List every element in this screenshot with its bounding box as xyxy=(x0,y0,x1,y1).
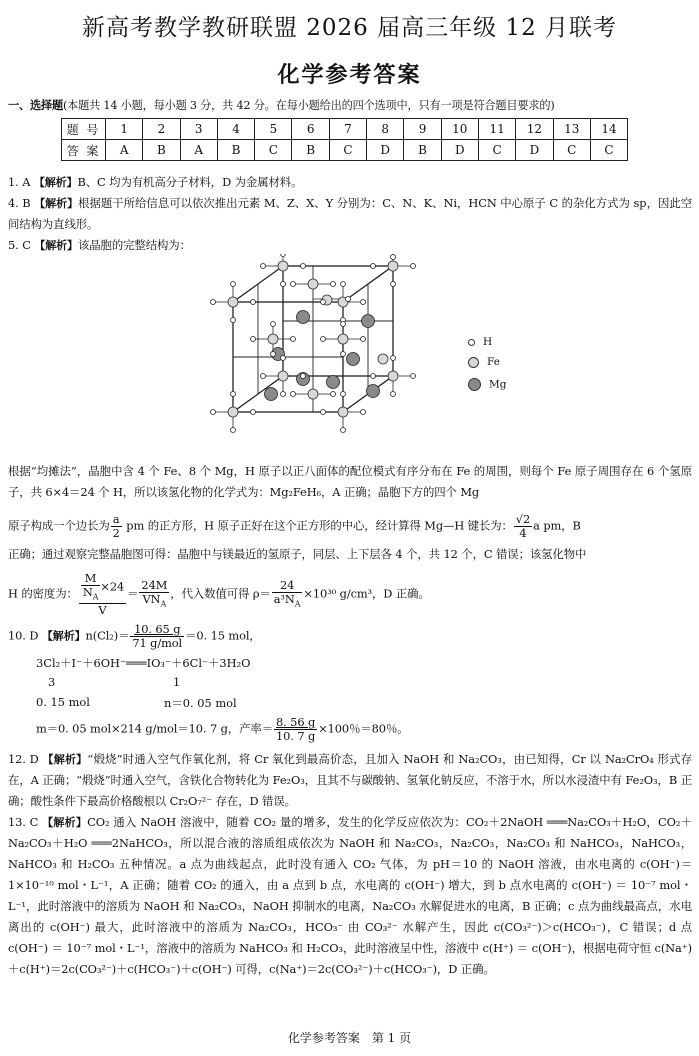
question-number: 1 xyxy=(106,119,143,140)
analysis-tag: 【解析】 xyxy=(41,629,86,643)
analysis-tag: 【解析】 xyxy=(42,816,88,829)
fraction: $\frac{24}{a^3N_A}$ xyxy=(273,578,301,609)
q5-answer: 5. C xyxy=(8,238,31,252)
section-label: 一、选择题 xyxy=(8,99,63,112)
question-number: 8 xyxy=(367,119,404,140)
answer-cell: C xyxy=(255,140,292,161)
answer-table-answer-row xyxy=(62,140,628,161)
q10-coefficient-cl2: 3 xyxy=(48,675,56,689)
answer-cell: A xyxy=(180,140,217,161)
q12-explanation xyxy=(8,749,692,812)
fraction: $\frac{24M}{VN_A}$ xyxy=(141,578,168,609)
answer-cell: D xyxy=(367,140,404,161)
fraction: $\frac{a}{2}$ xyxy=(112,512,120,540)
answer-cell: A xyxy=(106,140,143,161)
question-number: 12 xyxy=(516,119,553,140)
density-fraction: $\frac{M}{N_A}$ ×24 V xyxy=(79,572,126,617)
answer-cell: B xyxy=(404,140,441,161)
analysis-tag: 【解析】 xyxy=(34,239,78,252)
question-number: 4 xyxy=(217,119,254,140)
question-number: 14 xyxy=(590,119,627,140)
q4-text: 根据题干所给信息可以依次推出元素 M、Z、X、Y 分别为：C、N、K、Ni，HCN 中心原子 C 的杂化方式为 sp，因此空间结构为直线形。 xyxy=(8,196,692,231)
analysis-tag: 【解析】 xyxy=(33,176,78,189)
row-header-number: 题 号 xyxy=(62,119,106,140)
analysis-tag: 【解析】 xyxy=(34,197,79,210)
question-number: 5 xyxy=(255,119,292,140)
q13-answer: 13. C xyxy=(8,815,39,829)
q1-text: B、C 均为有机高分子材料，D 为金属材料。 xyxy=(77,175,303,189)
question-number: 2 xyxy=(143,119,180,140)
legend-mg: Mg xyxy=(468,378,506,391)
crystal-cell-diagram xyxy=(203,254,453,454)
h-atom-icon xyxy=(468,339,475,346)
page-footer: 化学参考答案 第 1 页 xyxy=(287,1031,412,1045)
fe-atom-icon xyxy=(468,357,479,368)
q10-mol-io3: n＝0. 05 mol xyxy=(164,696,237,710)
fraction: $\frac{√2}{4}$ xyxy=(515,512,531,540)
q12-text: “煅烧”时通入空气作氧化剂，将 Cr 氧化到最高价态，且加入 NaOH 和 Na₂CO₃，由已知得，Cr 以 Na₂CrO₄ 形式存在，A 正确；“煅烧”时通入空气，含铁化合物转化为 Fe₂O₃，且其不与碳酸钠、氢氧化钠反应，不溶于水，所以水浸渣中有 Fe₂O₃，B 正确；酸性条件下最高价格酸根以 Cr₂O₇²⁻ 存在，D 错误。 xyxy=(8,752,692,808)
q5-intro xyxy=(8,235,692,256)
q5-intro-text: 该晶胞的完整结构为： xyxy=(77,238,191,252)
legend-h: H xyxy=(468,336,492,348)
q10-mol-cl2: 0. 15 mol xyxy=(36,695,90,709)
section-heading xyxy=(8,97,698,113)
answer-cell: D xyxy=(441,140,478,161)
q5-paragraph-2: 原子构成一个边长为 $\frac{a}{2}$ pm 的正方形，H 原子正好在这个正方形的中心，经计算得 Mg—H 键长为： $\frac{√2}{4}$ a pm，B xyxy=(8,512,581,540)
q10-explanation: 10. D 【解析】n(Cl₂)＝ $\frac{10. 65 g}{\text{71 g/mol}}$ ＝0. 15 mol， xyxy=(8,622,261,650)
fraction: $\frac{10. 65 g}{\text{71 g/mol}}$ xyxy=(132,622,183,650)
q10-answer: 10. D xyxy=(8,628,39,643)
answer-cell: D xyxy=(516,140,553,161)
question-number: 11 xyxy=(478,119,515,140)
question-number: 3 xyxy=(180,119,217,140)
answer-cell: B xyxy=(292,140,329,161)
q5-paragraph-1: 根据“均摊法”，晶胞中含 4 个 Fe、8 个 Mg，H 原子以正八面体的配位模式有序分布在 Fe 的周围，则每个 Fe 原子周围存在 6 个氢原子，共 6×4＝24 个 H，所以该氢化物的化学式为：Mg₂FeH₆，A 正确；晶胞下方的四个 Mg xyxy=(8,464,692,499)
answer-table-number-row xyxy=(62,119,628,140)
q5-paragraph-4: H 的密度为： $\frac{M}{N_A}$ ×24 V ＝ $\frac{24M}{VN_A}$ ，代入数值可得 ρ＝ $\frac{24}{a^3N_A}$ ×10³⁰ g/cm³，D 正确。 xyxy=(8,571,430,618)
answer-cell: B xyxy=(217,140,254,161)
section-description: (本题共 14 小题，每小题 3 分，共 42 分。在每小题给出的四个选项中，只有一项是符合题目要求的) xyxy=(62,99,555,112)
question-number: 6 xyxy=(292,119,329,140)
fraction: $\frac{8. 56 g}{10. 7 g}$ xyxy=(275,715,316,743)
answer-cell: C xyxy=(329,140,366,161)
question-number: 13 xyxy=(553,119,590,140)
q10-yield: m＝0. 05 mol×214 g/mol＝10. 7 g，产率＝ $\frac{8. 56 g}{10. 7 g}$ ×100％＝80％。 xyxy=(36,715,409,743)
answer-key-title: 化学参考答案 xyxy=(277,63,422,88)
q5-paragraph-3: 正确；通过观察完整晶胞图可得：晶胞中与镁最近的氢原子，同层、上下层各 4 个，共 12 个，C 错误；该氢化物中 xyxy=(8,547,587,561)
answer-cell: C xyxy=(590,140,627,161)
q4-answer: 4. B xyxy=(8,196,31,210)
row-header-answer: 答 案 xyxy=(62,140,106,161)
document-title: 新高考教学教研联盟 2026 届高三年级 12 月联考 xyxy=(81,15,618,41)
q1-answer: 1. A xyxy=(8,175,31,189)
legend-fe: Fe xyxy=(468,356,500,368)
question-number: 9 xyxy=(404,119,441,140)
mg-atom-icon xyxy=(468,378,481,391)
answer-table xyxy=(61,118,628,161)
q13-explanation xyxy=(8,812,692,980)
q10-equation: 3Cl₂＋I⁻＋6OH⁻═══IO₃⁻＋6Cl⁻＋3H₂O xyxy=(36,656,251,670)
q10-coefficient-io3: 1 xyxy=(173,675,181,689)
answer-cell: C xyxy=(478,140,515,161)
q4-explanation xyxy=(8,193,692,235)
analysis-tag: 【解析】 xyxy=(42,753,88,766)
answer-cell: B xyxy=(143,140,180,161)
question-number: 7 xyxy=(329,119,366,140)
q12-answer: 12. D xyxy=(8,752,39,766)
answer-cell: C xyxy=(553,140,590,161)
q1-explanation xyxy=(8,172,692,193)
question-number: 10 xyxy=(441,119,478,140)
q13-text: CO₂ 通入 NaOH 溶液中，随着 CO₂ 量的增多，发生的化学反应依次为：CO₂＋2NaOH ═══Na₂CO₃＋H₂O，CO₂＋Na₂CO₃＋H₂O ═══2NaHCO₃，所以混合液的溶质组成依次为 NaOH 和 Na₂CO₃，Na₂CO₃，Na₂CO₃ 和 NaHCO₃，NaHCO₃，NaHCO₃ 和 H₂CO₃ 五种情况。a 点为曲线起点，此时没有通入 CO₂ 气体，为 pH＝10 的 NaOH 溶液，由水电离的 c(OH⁻)＝1×10⁻¹⁰ mol・L⁻¹，A 正确；随着 CO₂ 的通入，由 a 点到 b 点，水电离的 c(OH⁻) 增大，到 b 点水电离的 c(OH⁻) ＝ 10⁻⁷ mol・L⁻¹，此时溶液中的溶质为 NaOH 和 Na₂CO₃，NaOH 抑制水的电离，Na₂CO₃ 水解促进水的电离，B 正确；c 点为曲线最高点，水电离出的 c(OH⁻) 最大，此时溶液中的溶质为 Na₂CO₃，HCO₃⁻ 由 CO₃²⁻ 水解产生，因此 c(CO₃²⁻)＞c(HCO₃⁻)，C 错误；d 点 c(OH⁻) ＝ 10⁻⁷ mol・L⁻¹，溶液中的溶质为 NaHCO₃ 和 H₂CO₃，此时溶液呈中性，溶液中 c(H⁺) ＝ c(OH⁻)，根据电荷守恒 c(Na⁺)＋c(H⁺)＝2c(CO₃²⁻)＋c(HCO₃⁻)＋c(OH⁻) 可得，c(Na⁺)＝2c(CO₃²⁻)＋c(HCO₃⁻)，D 正确。 xyxy=(8,815,692,976)
